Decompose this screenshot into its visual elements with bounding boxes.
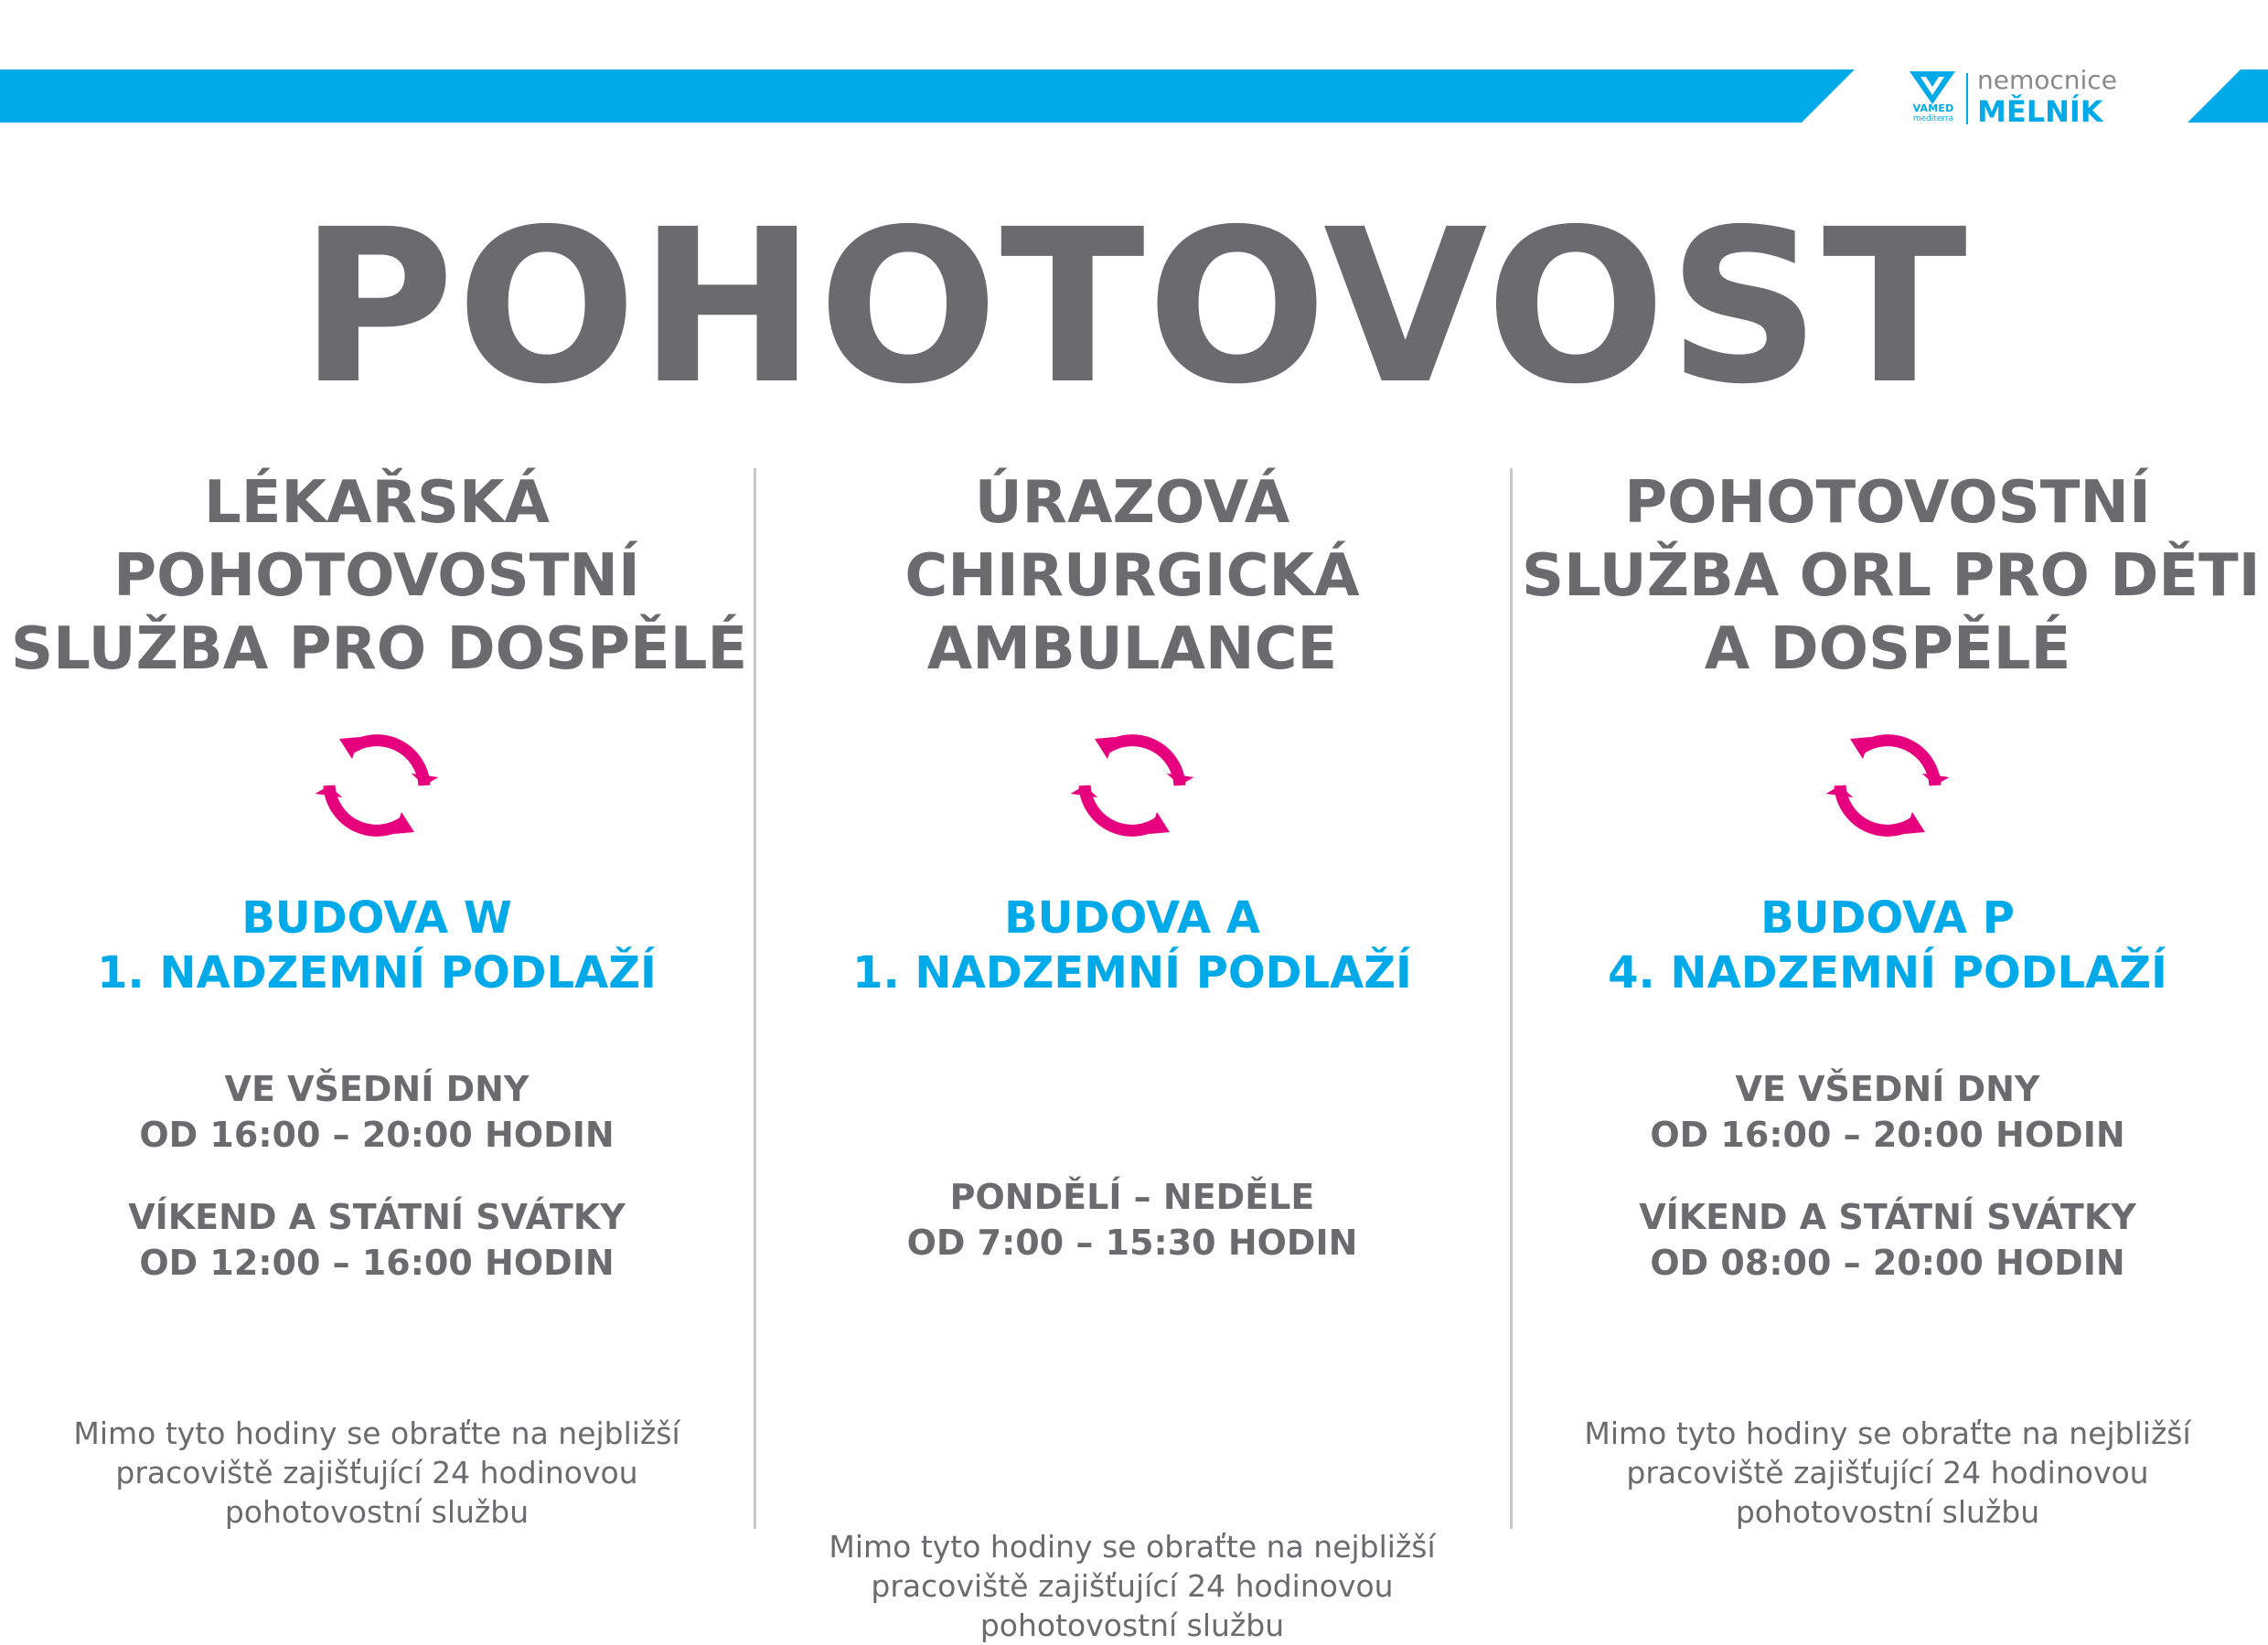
logo-brand-sub: mediterra: [1912, 114, 1954, 123]
hours-group: [766, 1174, 1498, 1266]
hours-time: OD 7:00 – 15:30 HODIN: [906, 1223, 1358, 1263]
service-title: [1522, 466, 2261, 704]
building-floor: 1. NADZEMNÍ PODLAŽÍ: [97, 947, 657, 999]
info-note: [1567, 1414, 2208, 1532]
hours-group: [1522, 1066, 2253, 1158]
hours-time: OD 16:00 – 20:00 HODIN: [1650, 1115, 2125, 1155]
hours-label: VÍKEND A STÁTNÍ SVÁTKY: [128, 1197, 626, 1237]
opening-hours: [766, 1174, 1498, 1522]
hours-time: OD 12:00 – 16:00 HODIN: [139, 1243, 615, 1283]
opening-hours: [1522, 1066, 2253, 1414]
service-title-line: POHOTOVOSTNÍ: [1624, 469, 2151, 537]
service-title: [766, 466, 1498, 704]
building-location: [1522, 891, 2253, 1000]
opening-hours: [11, 1066, 743, 1414]
service-title-line: SLUŽBA PRO DOSPĚLÉ: [11, 615, 748, 683]
note-line: pracoviště zajišťující 24 hodinovou: [871, 1568, 1394, 1604]
hours-label: VE VŠEDNÍ DNY: [224, 1069, 530, 1109]
header-bar-end: [2188, 69, 2268, 123]
hospital-logo: [1906, 66, 2144, 132]
note-line: Mimo tyto hodiny se obraťte na nejbližší: [829, 1529, 1436, 1565]
hours-time: OD 16:00 – 20:00 HODIN: [139, 1115, 615, 1155]
hours-time: OD 08:00 – 20:00 HODIN: [1650, 1243, 2125, 1283]
service-column-ent: [1522, 466, 2261, 1532]
cycle-arrows-icon: [1819, 717, 1956, 854]
service-title-line: ÚRAZOVÁ: [974, 469, 1290, 537]
note-line: pohotovostní službu: [224, 1494, 530, 1530]
service-column-general: [11, 466, 748, 1532]
column-divider: [1510, 468, 1513, 1529]
logo-separator: [1966, 73, 1968, 124]
service-title-line: AMBULANCE: [926, 615, 1338, 683]
building-name: BUDOVA W: [241, 892, 512, 944]
service-title-line: SLUŽBA ORL PRO DĚTI: [1522, 542, 2261, 610]
building-location: [766, 891, 1498, 1000]
building-floor: 4. NADZEMNÍ PODLAŽÍ: [1608, 947, 2167, 999]
hours-label: VÍKEND A STÁTNÍ SVÁTKY: [1639, 1197, 2136, 1237]
service-title-line: POHOTOVOSTNÍ: [113, 542, 640, 610]
note-line: Mimo tyto hodiny se obraťte na nejbližší: [1584, 1415, 2191, 1451]
cycle-arrows-icon: [1064, 717, 1201, 854]
info-note: [812, 1527, 1452, 1645]
service-title: [11, 466, 748, 704]
hours-label: VE VŠEDNÍ DNY: [1735, 1069, 2040, 1109]
info-note: [57, 1414, 697, 1532]
building-floor: 1. NADZEMNÍ PODLAŽÍ: [852, 947, 1412, 999]
note-line: pohotovostní službu: [979, 1608, 1285, 1643]
hours-group: [1522, 1194, 2253, 1286]
note-line: Mimo tyto hodiny se obraťte na nejbližší: [73, 1415, 680, 1451]
hours-label: PONDĚLÍ – NEDĚLE: [949, 1177, 1315, 1217]
building-location: [11, 891, 743, 1000]
service-title-line: A DOSPĚLÉ: [1704, 615, 2071, 683]
page-title: POHOTOVOST: [299, 184, 1969, 431]
logo-brand: VAMED: [1912, 102, 1954, 114]
logo-city: MĚLNÍK: [1977, 94, 2103, 129]
logo-name: nemocnice: [1977, 65, 2117, 95]
note-line: pracoviště zajišťující 24 hodinovou: [1626, 1455, 2149, 1490]
hours-group: [11, 1066, 743, 1158]
building-name: BUDOVA P: [1760, 892, 2015, 944]
note-line: pracoviště zajišťující 24 hodinovou: [115, 1455, 638, 1490]
header-bar: [0, 69, 1855, 123]
service-title-line: LÉKAŘSKÁ: [203, 469, 551, 537]
service-column-trauma: [766, 466, 1498, 1645]
building-name: BUDOVA A: [1004, 892, 1260, 944]
hours-group: [11, 1194, 743, 1286]
note-line: pohotovostní službu: [1735, 1494, 2040, 1530]
cycle-arrows-icon: [308, 717, 445, 854]
service-title-line: CHIRURGICKÁ: [904, 542, 1360, 610]
column-divider: [754, 468, 756, 1529]
